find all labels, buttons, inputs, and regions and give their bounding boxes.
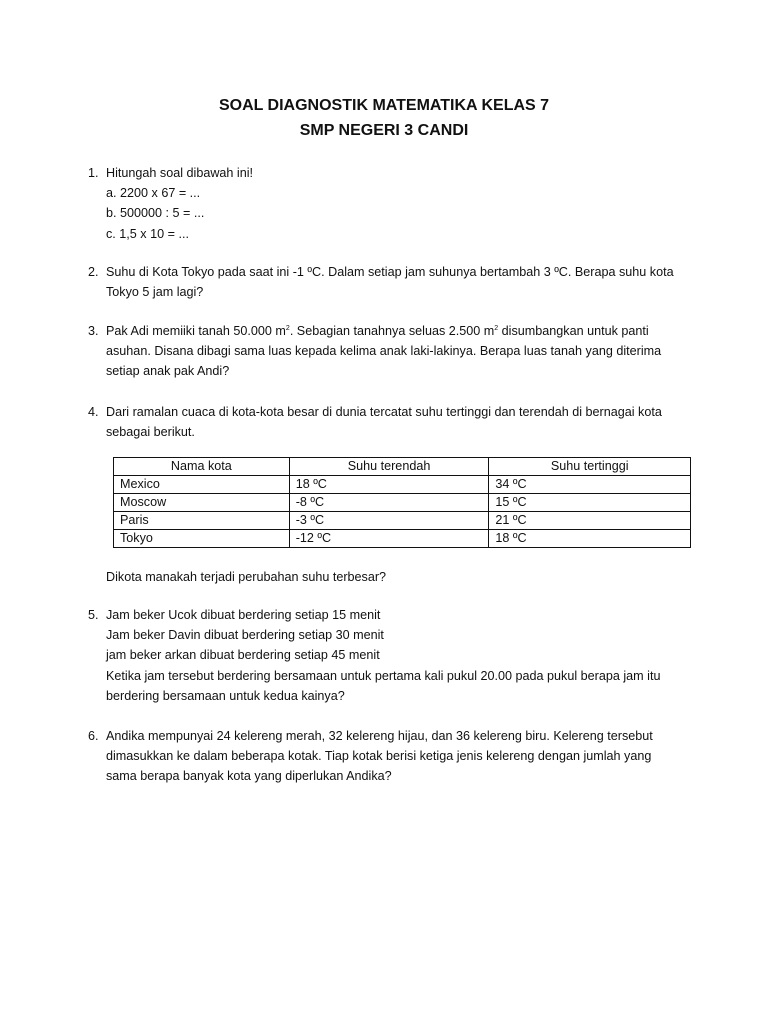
table-cell: 21 ºC [489, 512, 691, 530]
superscript: 2 [494, 325, 499, 332]
question-3 [88, 321, 688, 382]
table-cell: 15 ºC [489, 494, 691, 512]
question-text: setiap anak pak Andi? [106, 364, 230, 379]
table-cell: -8 ºC [289, 494, 489, 512]
table-row [114, 530, 691, 548]
question-text: berdering bersamaan untuk kedua kainya? [106, 688, 345, 703]
sub-question-b: b. 500000 : 5 = ... [106, 206, 205, 221]
question-number: 1. [88, 166, 99, 180]
table-header: Nama kota [114, 458, 290, 476]
question-text: asuhan. Disana dibagi sama luas kepada kelima anak laki-lakinya. Berapa luas tanah yang diterima [106, 344, 662, 359]
sub-question-c: c. 1,5 x 10 = ... [106, 226, 189, 241]
question-text: Jam beker Davin dibuat berdering setiap 30 menit [106, 628, 384, 643]
text-segment: Pak Adi memiiki tanah 50.000 m [106, 324, 286, 338]
question-number: 4. [88, 405, 99, 419]
question-5 [88, 605, 688, 706]
table-row [114, 494, 691, 512]
table-cell: 34 ºC [489, 476, 691, 494]
question-text [106, 321, 688, 341]
question-number: 5. [88, 608, 99, 622]
table-cell: -3 ºC [289, 512, 489, 530]
table-cell: Moscow [114, 494, 290, 512]
question-2 [88, 262, 688, 302]
temperature-table [113, 457, 691, 548]
question-text: Dari ramalan cuaca di kota-kota besar di dunia tercatat suhu tertinggi dan terendah di bernagai kota [106, 405, 662, 419]
question-1 [88, 163, 688, 244]
question-text: sebagai berikut. [106, 425, 195, 440]
page-title: SOAL DIAGNOSTIK MATEMATIKA KELAS 7 [218, 97, 550, 114]
page-subtitle: SMP NEGERI 3 CANDI [299, 122, 469, 139]
table-cell: 18 ºC [489, 530, 691, 548]
table-header: Suhu terendah [289, 458, 489, 476]
question-text: Tokyo 5 jam lagi? [106, 285, 204, 300]
question-4-followup: Dikota manakah terjadi perubahan suhu terbesar? [106, 570, 387, 584]
superscript: 2 [285, 325, 290, 332]
question-text: dimasukkan ke dalam beberapa kotak. Tiap kotak berisi ketiga jenis kelereng dengan jumlah yang [106, 749, 652, 764]
question-text: Ketika jam tersebut berdering bersamaan untuk pertama kali pukul 20.00 pada pukul berapa jam itu [106, 668, 661, 683]
question-4 [88, 402, 688, 442]
question-number: 6. [88, 729, 99, 743]
question-text: sama berapa banyak kota yang diperlukan Andika? [106, 769, 392, 784]
table-header: Suhu tertinggi [489, 458, 691, 476]
table-cell: Paris [114, 512, 290, 530]
question-number: 2. [88, 265, 99, 279]
text-segment: disumbangkan untuk panti [498, 324, 649, 338]
question-6 [88, 726, 688, 787]
table-row [114, 476, 691, 494]
question-text: Jam beker Ucok dibuat berdering setiap 15 menit [106, 608, 381, 622]
text-segment: . Sebagian tanahnya seluas 2.500 m [289, 324, 495, 338]
sub-question-a: a. 2200 x 67 = ... [106, 186, 201, 201]
question-text: Suhu di Kota Tokyo pada saat ini -1 ºC. Dalam setiap jam suhunya bertambah 3 ºC. Berapa suhu kota [106, 265, 674, 279]
question-text: Andika mempunyai 24 kelereng merah, 32 kelereng hijau, dan 36 kelereng biru. Kelereng tersebut [106, 729, 653, 743]
table-cell: 18 ºC [289, 476, 489, 494]
table-cell: Mexico [114, 476, 290, 494]
table-cell: -12 ºC [289, 530, 489, 548]
question-text: Hitungah soal dibawah ini! [106, 166, 254, 180]
table-header-row [114, 458, 691, 476]
table-row [114, 512, 691, 530]
table-cell: Tokyo [114, 530, 290, 548]
question-number: 3. [88, 324, 99, 338]
question-text: jam beker arkan dibuat berdering setiap 45 menit [106, 648, 380, 663]
